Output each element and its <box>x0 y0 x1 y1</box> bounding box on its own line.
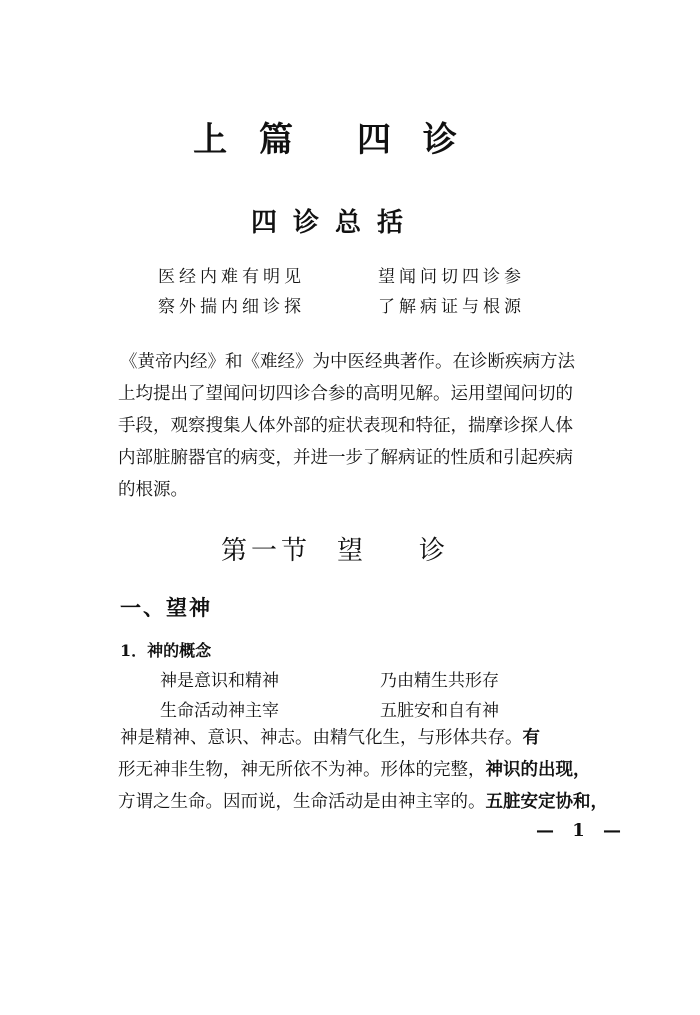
body-line-1-text: 神是精神、意识、神志。由精气化生，与形体共存。 <box>120 728 523 748</box>
section-title-right: 诊 <box>419 536 450 566</box>
body-line-3-text: 方谓之生命。因而说，生命活动是由神主宰的。 <box>118 792 486 812</box>
body-line-1 <box>118 722 608 754</box>
body-line-2 <box>118 754 608 786</box>
body-line-3-bold: 五脏安定协和， <box>485 792 608 812</box>
part-title <box>0 112 660 161</box>
verse-line-2-left: 察外揣内细诊探 <box>158 297 305 317</box>
intro-line-5: 的根源。 <box>118 480 188 500</box>
point-heading: 1．神的概念 <box>120 641 212 660</box>
part-title-right: 四 诊 <box>357 120 467 160</box>
point-verse-line-1-left: 神是意识和精神 <box>160 671 279 691</box>
body-line-2-text: 形无神非生物，神无所依不为神。形体的完整， <box>118 760 486 780</box>
section-title-mid: 望 <box>336 536 367 566</box>
intro-line-3: 手段，观察搜集人体外部的症状表现和特征，揣摩诊探人体 <box>118 416 573 436</box>
intro-line-1: 《黄帝内经》和《难经》为中医经典著作。在诊断疾病方法 <box>120 352 575 372</box>
body-line-2-bold: 神识的出现， <box>485 760 591 780</box>
verse-line-2-right: 了解病证与根源 <box>378 297 525 317</box>
body-line-1-bold: 有 <box>522 728 540 748</box>
verse-line-1-left: 医经内难有明见 <box>158 267 305 287</box>
body-paragraph <box>118 722 608 818</box>
intro-line-2: 上均提出了望闻问切四诊合参的高明见解。运用望闻问切的 <box>118 384 573 404</box>
page-number: — 1 — <box>536 820 628 841</box>
chapter-title: 四诊总括 <box>250 208 419 238</box>
point-verse-line-1-right: 乃由精生共形存 <box>380 671 499 691</box>
point-verse-line-2-right: 五脏安和自有神 <box>380 701 499 721</box>
section-title <box>0 530 670 567</box>
part-title-left: 上 篇 <box>193 120 303 160</box>
subsection-title: 一、望神 <box>120 595 212 620</box>
point-verse-line-2-left: 生命活动神主宰 <box>160 701 279 721</box>
intro-paragraph <box>118 346 596 506</box>
intro-line-4: 内部脏腑器官的病变，并进一步了解病证的性质和引起疾病 <box>118 448 573 468</box>
section-title-number: 第一节 <box>220 536 311 566</box>
body-line-3 <box>118 786 608 818</box>
verse-line-1-right: 望闻问切四诊参 <box>378 267 525 287</box>
